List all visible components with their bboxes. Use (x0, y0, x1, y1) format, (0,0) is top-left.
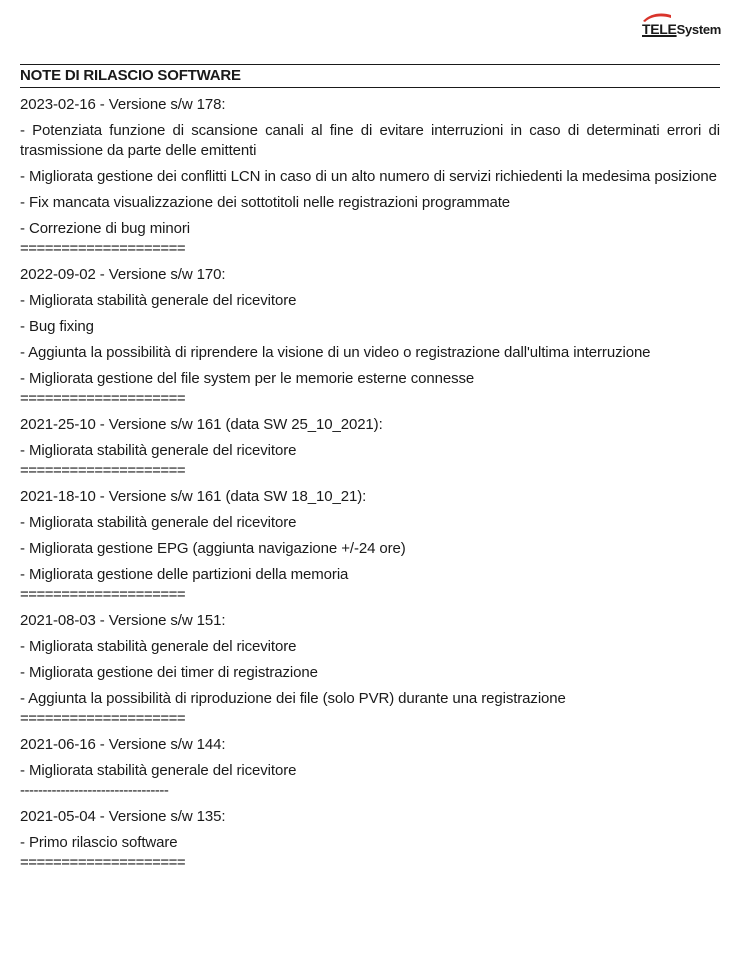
logo-text (642, 21, 721, 38)
release-item: - Migliorata stabilità generale del ricevitore (20, 638, 297, 655)
release-item: - Migliorata gestione dei timer di registrazione (20, 664, 318, 681)
release-item: - Aggiunta la possibilità di riproduzione dei file (solo PVR) durante una registrazione (20, 690, 566, 707)
release-heading: 2021-08-03 - Versione s/w 151: (20, 612, 226, 629)
release-separator: --------------------------------- (20, 782, 169, 799)
release-item: - Aggiunta la possibilità di riprendere la visione di un video o registrazione dall'ultima interruzione (20, 344, 651, 361)
logo-system: System (676, 22, 722, 37)
release-item: - Migliorata stabilità generale del ricevitore (20, 514, 297, 531)
release-notes-body (20, 95, 720, 873)
release-heading: 2022-09-02 - Versione s/w 170: (20, 266, 226, 283)
release-item: - Migliorata stabilità generale del ricevitore (20, 762, 297, 779)
release-item: - Migliorata gestione delle partizioni della memoria (20, 566, 349, 583)
release-heading: 2023-02-16 - Versione s/w 178: (20, 96, 226, 113)
release-notes-document (20, 64, 720, 873)
release-item: - Migliorata stabilità generale del ricevitore (20, 292, 297, 309)
release-item: - Correzione di bug minori (20, 220, 190, 237)
release-separator: ==================== (20, 240, 186, 257)
release-heading: 2021-25-10 - Versione s/w 161 (data SW 25_10_2021): (20, 416, 383, 433)
release-item: - Primo rilascio software (20, 834, 178, 851)
release-heading: 2021-18-10 - Versione s/w 161 (data SW 18_10_21): (20, 488, 367, 505)
release-heading: 2021-05-04 - Versione s/w 135: (20, 808, 226, 825)
release-item: - Migliorata gestione EPG (aggiunta navigazione +/-24 ore) (20, 540, 406, 557)
release-separator: ==================== (20, 710, 186, 727)
logo-tele: TELE (642, 21, 677, 37)
release-separator: ==================== (20, 586, 186, 603)
release-separator: ==================== (20, 462, 186, 479)
release-item: - Fix mancata visualizzazione dei sottotitoli nelle registrazioni programmate (20, 194, 511, 211)
document-title: NOTE DI RILASCIO SOFTWARE (20, 64, 720, 88)
release-separator: ==================== (20, 390, 186, 407)
release-item: - Migliorata gestione del file system per le memorie esterne connesse (20, 370, 475, 387)
release-heading: 2021-06-16 - Versione s/w 144: (20, 736, 226, 753)
release-item: - Potenziata funzione di scansione canali al fine di evitare interruzioni in caso di determinati errori di trasmissione da parte delle emittenti (20, 122, 720, 159)
release-item: - Bug fixing (20, 318, 94, 335)
release-item: - Migliorata stabilità generale del ricevitore (20, 442, 297, 459)
release-separator: ==================== (20, 854, 186, 871)
release-item: - Migliorata gestione dei conflitti LCN in caso di un alto numero di servizi richiedenti la medesima posizione (20, 168, 717, 185)
